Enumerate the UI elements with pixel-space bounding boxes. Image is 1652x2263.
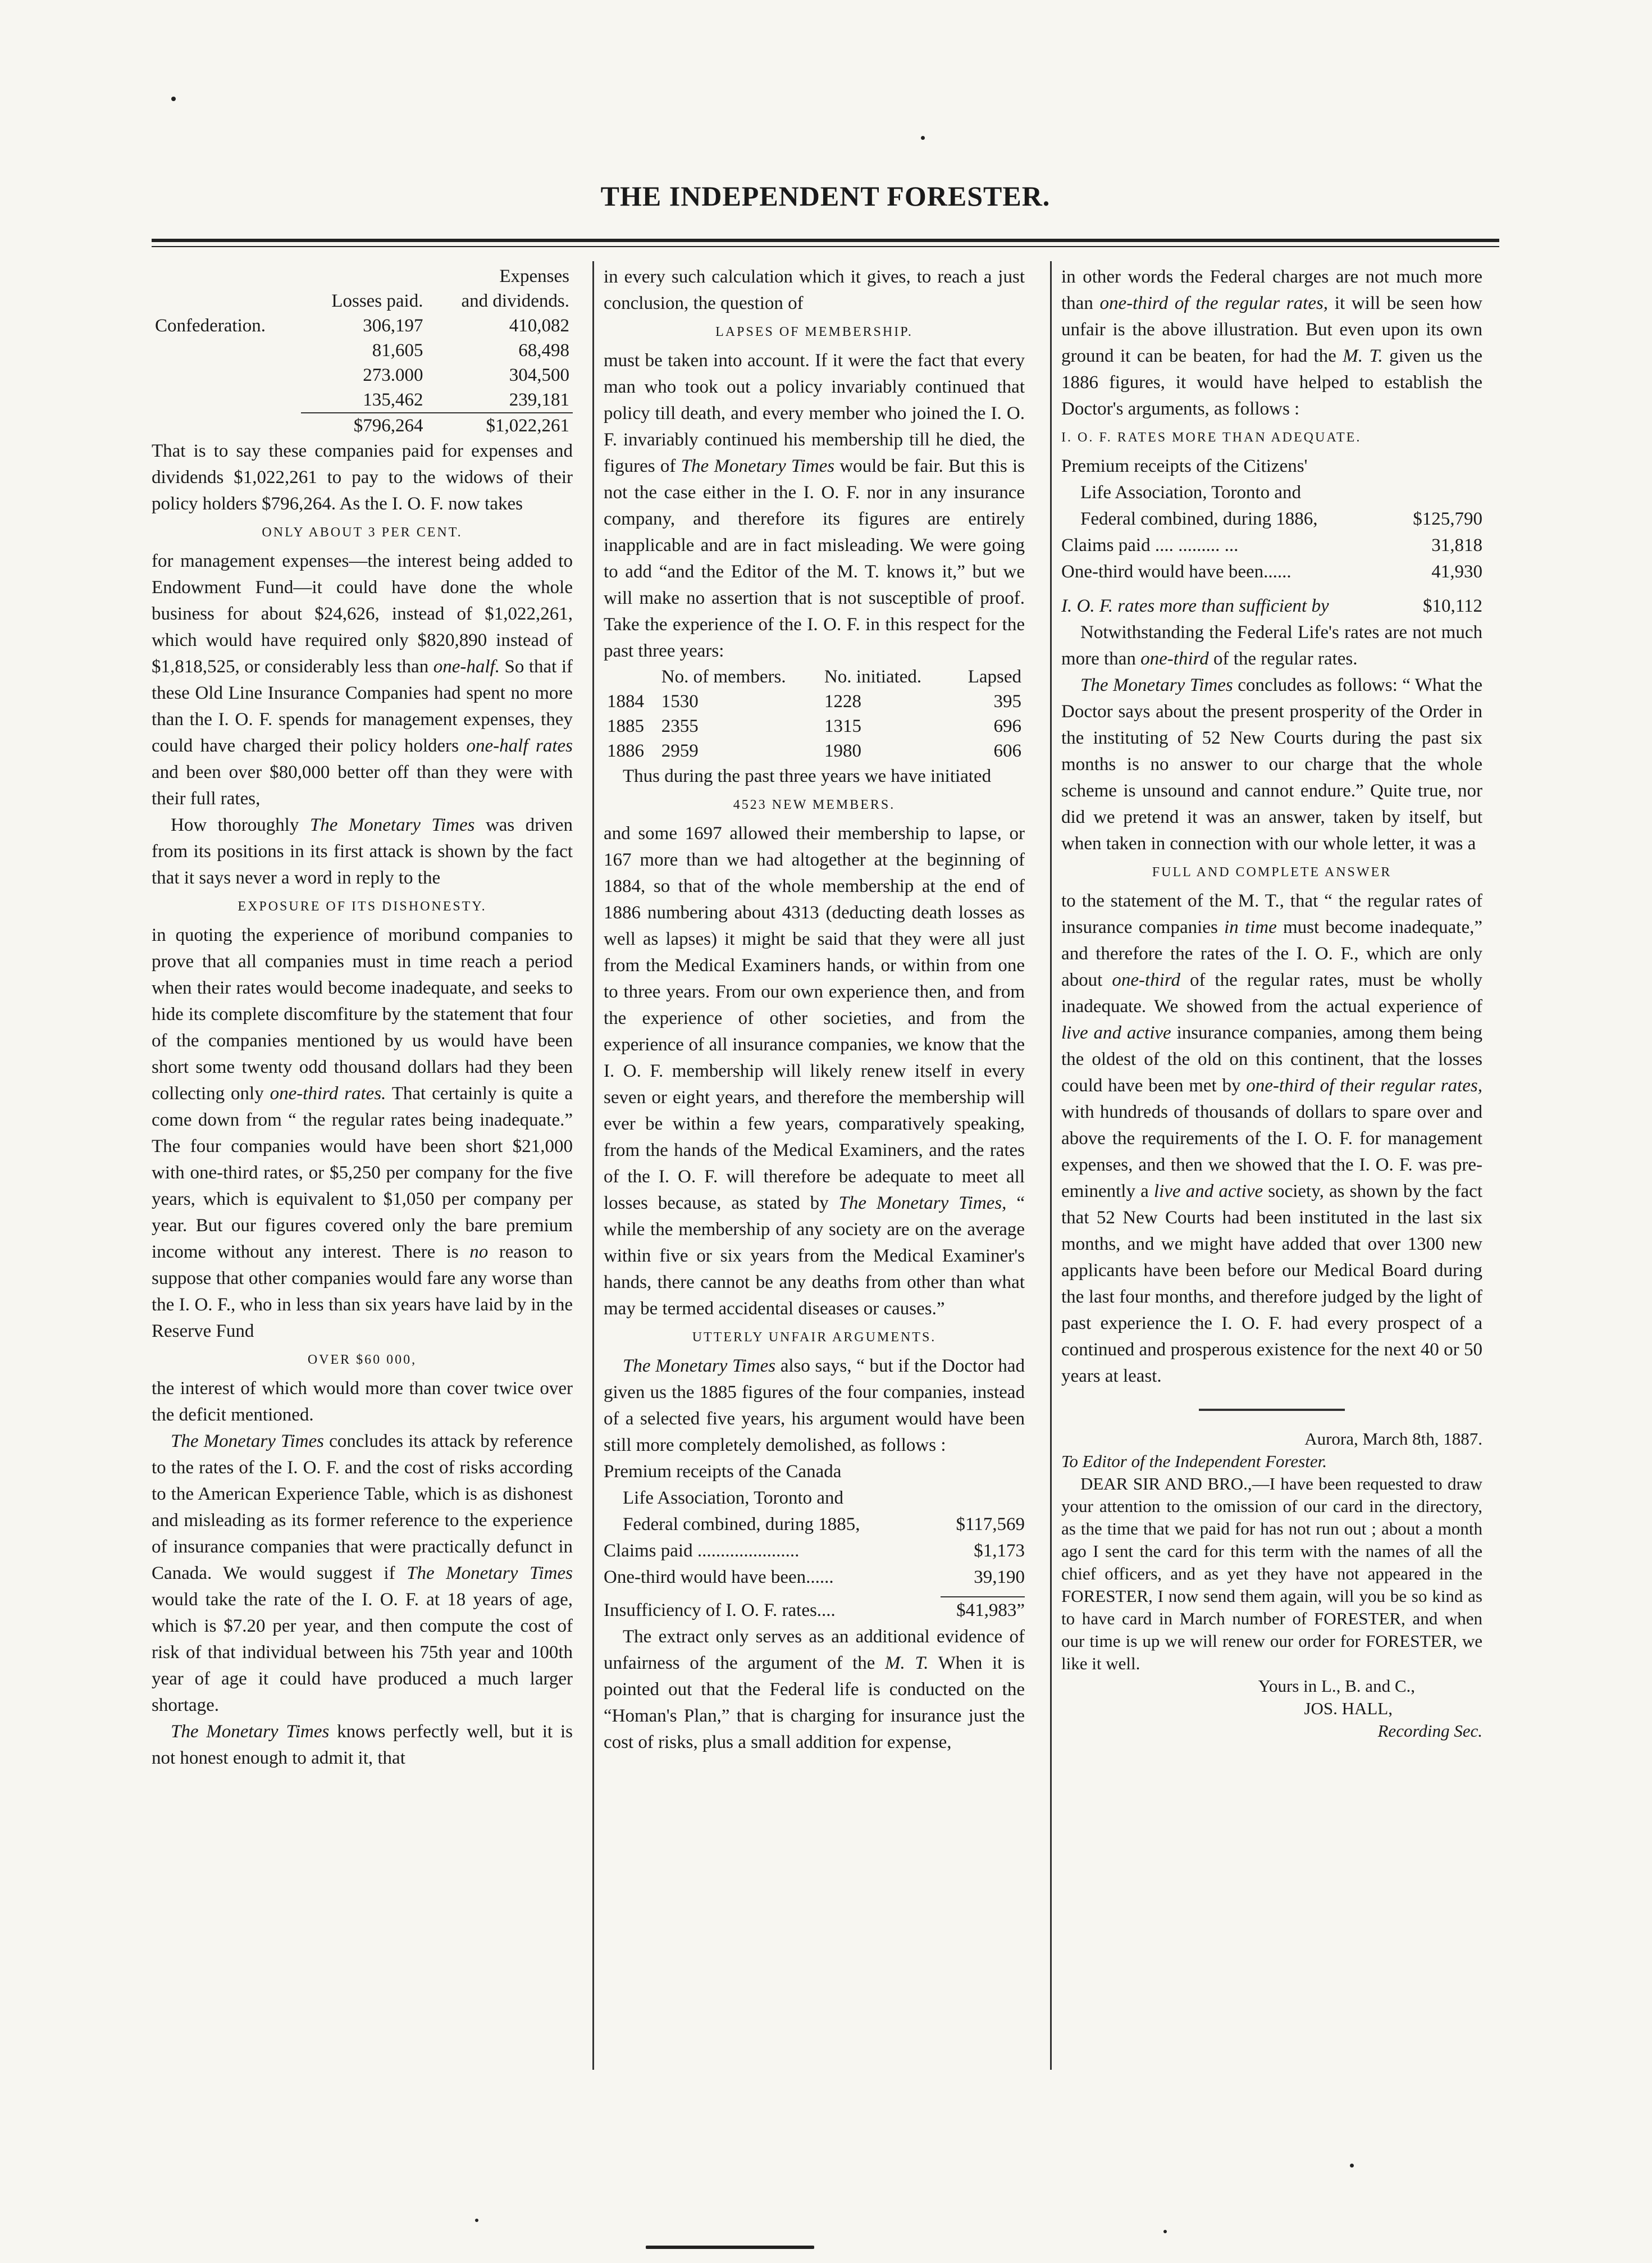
paragraph: How thoroughly The Monetary Times was driven from its positions in its first attack is shown by the fact that it says never a word in reply to the [152, 815, 573, 888]
section-heading: FULL AND COMPLETE ANSWER [1152, 865, 1392, 880]
letter-title: Recording Sec. [1377, 1721, 1482, 1741]
table-row: 81,605 68,498 [372, 340, 569, 361]
figures-block: Premium receipts of the Canada Life Association, Toronto and Federal combined, during 1885, $117,569 Claims paid ...................... $1,173 One-third would have been...... 39,190 Insufficiency of I. O. F. rates.... $41,983” [604, 1461, 1025, 1620]
section-heading: EXPOSURE OF ITS DISHONESTY. [238, 899, 487, 914]
paragraph: in every such calculation which it gives, to reach a just conclusion, the question of [604, 267, 1025, 313]
paragraph: in quoting the experience of moribund companies to prove that all companies must in time reach a period when their rates would become inadequate, and seeks to hide its complete discomfiture by the statement that four of the companies mentioned by us would have been short some twenty odd thousand dollars had they been collecting only one-third rates. That certainly is quite a come down from “ the regular rates being inadequate.” The four companies would have been short $21,000 with one-third rates, or $5,250 per company for the five years, which is equivalent to $1,050 per company per year. But our figures covered only the bare premium income without any interest. There is no reason to suppose that other companies would fare any worse than the I. O. F., who in less than six years have laid by in the Reserve Fund [152, 925, 573, 1341]
separator-rule [1199, 1409, 1345, 1411]
paragraph: the interest of which would more than cover twice over the deficit mentioned. [152, 1378, 573, 1425]
page-speck [475, 2219, 478, 2222]
paragraph: Thus during the past three years we have initiated [623, 766, 992, 786]
paragraph: That is to say these companies paid for expenses and dividends $1,022,261 to pay to the widows of their policy holders $796,264. As the I. O. F. now takes [152, 441, 573, 514]
header-losses: Losses paid. [331, 291, 423, 311]
paragraph: The Monetary Times also says, “ but if the Doctor had given us the 1885 figures of the four companies, instead of a selected five years, his argument would have been still more completely demolished, as follows : [604, 1356, 1025, 1455]
column-divider [592, 261, 594, 2070]
header-members: No. of members. [661, 667, 786, 687]
paragraph: must be taken into account. If it were the fact that every man who took out a policy invariably continued that policy till death, and every member who joined the I. O. F. invariably continued his membership till he died, the figures of The Monetary Times would be fair. But this is not the case either in the I. O. F. nor in any insurance company, and therefore its figures are entirely inapplicable and are in fact misleading. We were going to add “and the Editor of the M. T. knows it,” but we will make no assertion that is not susceptible of proof. Take the experience of the I. O. F. in this respect for the past three years: [604, 350, 1025, 661]
paragraph: The extract only serves as an additional evidence of unfairness of the argument of the M. T. When it is pointed out that the Federal life is conducted on the “Homan's Plan,” that is charging for insurance just the cost of risks, plus a small addition for expense, [604, 1627, 1025, 1752]
table-row: 1884 1530 1228 395 [607, 691, 1021, 712]
paragraph: in other words the Federal charges are not much more than one-third of the regular rates, it will be seen how unfair is the above illustration. But even upon its own ground it can be beaten, for had the M. T. given us the 1886 figures, it would have helped to establish the Doctor's arguments, as follows : [1061, 267, 1482, 419]
table-row: 1885 2355 1315 696 [607, 716, 1021, 736]
section-heading: LAPSES OF MEMBERSHIP. [715, 325, 913, 339]
section-heading: I. O. F. RATES MORE THAN ADEQUATE. [1061, 430, 1362, 445]
membership-table [604, 664, 1025, 763]
masthead: THE INDEPENDENT FORESTER. [600, 180, 1051, 212]
header-initiated: No. initiated. [824, 667, 922, 687]
page-speck [1350, 2164, 1354, 2168]
section-heading: OVER $60 000, [307, 1353, 417, 1367]
paragraph: Notwithstanding the Federal Life's rates are not much more than one-third of the regular rates. [1061, 622, 1482, 669]
section-heading: UTTERLY UNFAIR ARGUMENTS. [692, 1330, 937, 1345]
letter-body: DEAR SIR AND BRO.,—I have been requested to draw your attention to the omission of our card in the directory, as the time that we paid for has not run out ; about a month ago I sent the card for this term with the names of all the chief officers, and as yet they have not appeared in the FORESTER, I now send them again, will you be so kind as to have card in March number of FORESTER, and when our time is up we will renew our order for FORESTER, we like it well. [1061, 1474, 1482, 1673]
header-rule-thick [152, 239, 1499, 242]
paragraph: The Monetary Times concludes as follows: “ What the Doctor says about the present prosperity of the Order in the instituting of 52 New Courts during the past six months is no answer to our charge that the whole scheme is unsound and cannot endure.” Quite true, nor did we pretend it was an answer, taken by itself, but when taken in connection with our whole letter, it was a [1061, 675, 1482, 854]
table-row: Confederation. 306,197 410,082 [155, 316, 569, 336]
paragraph: for management expenses—the interest being added to Endowment Fund—it could have done the whole business for about $24,626, instead of $1,022,261, which would have required only $820,890 instead of $1,818,525, or considerably less than one-half. So that if these Old Line Insurance Companies had spent no more than the I. O. F. spends for management expenses, they could have charged their policy holders one-half rates and been over $80,000 better off than they were with their full rates, [152, 551, 573, 809]
column-2 [604, 264, 1025, 1756]
expense-table [152, 264, 573, 438]
letter-recipient: To Editor of the Independent Forester. [1061, 1451, 1327, 1471]
page-speck [921, 136, 925, 140]
column-divider [1050, 261, 1052, 2070]
header-rule-thin [152, 246, 1499, 247]
letter-dateline: Aurora, March 8th, 1887. [1304, 1429, 1482, 1449]
header-dividends: and dividends. [461, 291, 569, 311]
letter [1061, 1428, 1482, 1742]
header-lapsed: Lapsed [968, 667, 1021, 687]
header-expenses: Expenses [499, 266, 569, 286]
letter-signer: JOS. HALL, [1304, 1699, 1393, 1718]
page-speck [1163, 2230, 1167, 2233]
paragraph: and some 1697 allowed their membership to lapse, or 167 more than we had altogether at the beginning of 1884, so that of the whole membership at the end of 1886 numbering about 4313 (deducting death losses as well as lapses) it might be said that they were all just from the Medical Examiners hands, or within from one to three years. From our own experience then, and from the experience of other societies, and from the experience of all insurance companies, we know that the I. O. F. membership will likely renew itself in every seven or eight years, and therefore the membership will ever be within a few years, comparatively speaking, from the hands of the Medical Examiners, and the rates of the I. O. F. will therefore be adequate to meet all losses because, as stated by The Monetary Times, “ while the membership of any society are on the average within five or six years from the Medical Examiner's hands, there cannot be any deaths from other than what may be termed accidental diseases or causes.” [604, 823, 1025, 1319]
column-3 [1061, 264, 1482, 1742]
table-row: 1886 2959 1980 606 [607, 741, 1021, 761]
section-heading: ONLY ABOUT 3 PER CENT. [262, 525, 463, 540]
table-row: 135,462 239,181 [363, 390, 569, 410]
table-total-row: $796,264 $1,022,261 [152, 413, 573, 438]
paragraph: The Monetary Times concludes its attack by reference to the rates of the I. O. F. and the cost of risks according to the American Experience Table, which is as dishonest and misleading as its former reference to the experience of insurance companies that were practically defunct in Canada. We would suggest if The Monetary Times would take the rate of the I. O. F. at 18 years of age, which is $7.20 per year, and then compute the cost of risk of that individual between his 75th year and 100th year of age it could have produced a much larger shortage. [152, 1431, 573, 1715]
page-speck [171, 97, 176, 101]
column-1 [152, 264, 573, 1772]
section-heading: 4523 NEW MEMBERS. [733, 798, 896, 812]
figures-block: Premium receipts of the Citizens' Life Association, Toronto and Federal combined, during 1886, $125,790 Claims paid .... ......... ... 31,818 One-third would have been...... 41,930 I. O. F. rates more than sufficient by $10,112 [1061, 456, 1482, 616]
letter-closing: Yours in L., B. and C., [1258, 1676, 1415, 1696]
table-row: 273.000 304,500 [363, 365, 569, 385]
paragraph: The Monetary Times knows perfectly well, but it is not honest enough to admit it, that [152, 1722, 573, 1768]
paragraph: to the statement of the M. T., that “ the regular rates of insurance companies in time must become inadequate,” and therefore the rates of the I. O. F., which are only about one-third of the regular rates, must be wholly inadequate. We showed from the actual experience of live and active insurance companies, among them being the oldest of the old on this continent, that the losses could have been met by one-third of their regular rates, with hundreds of thousands of dollars to spare over and above the requirements of the I. O. F. for management expenses, and then we showed that the I. O. F. was pre-eminently a live and active society, as shown by the fact that 52 New Courts had been instituted in the last six months, and we might have added that over 1300 new applicants have been before our Medical Board during the last four months, and therefore judged by the light of past experience the I. O. F. had every prospect of a continued and prosperous existence for the next 40 or 50 years at least. [1061, 891, 1483, 1386]
page-speck [646, 2246, 814, 2249]
